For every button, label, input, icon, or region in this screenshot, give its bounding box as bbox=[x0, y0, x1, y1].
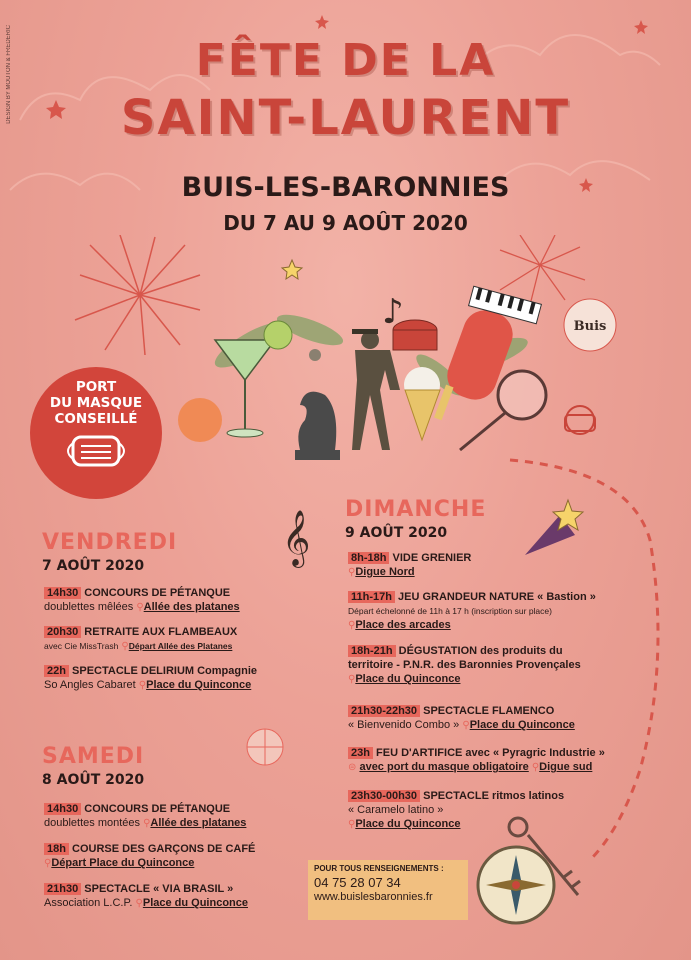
pin-icon: ⚲ bbox=[348, 620, 356, 631]
pin-icon: ⚲ bbox=[348, 567, 356, 578]
friday-event-2: 20h30 RETRAITE AUX FLAMBEAUX avec Cie MissTrash ⚲Départ Allée des Platanes bbox=[44, 626, 238, 652]
info-label: POUR TOUS RENSEIGNEMENTS : bbox=[314, 864, 444, 873]
mask-icon bbox=[61, 431, 131, 471]
logo-text: Buis bbox=[573, 319, 607, 334]
sunday-event-6: 23h30-00h30 SPECTACLE ritmos latinos « Caramelo latino » ⚲Place du Quinconce bbox=[348, 790, 565, 830]
badge-line2: DU MASQUE bbox=[49, 395, 143, 411]
compass-icon bbox=[468, 815, 608, 930]
sunday-heading: DIMANCHE bbox=[345, 497, 487, 522]
phone-number: 04 75 28 07 34 bbox=[314, 875, 401, 890]
pin-icon: ⚲ bbox=[348, 819, 356, 830]
title-line2: SAINT-LAURENT bbox=[120, 90, 571, 146]
sunday-event-5: 23h FEU D'ARTIFICE avec « Pyragric Industrie » ⊜ avec port du masque obligatoire ⚲Digue sud bbox=[348, 747, 605, 773]
sunday-event-1: 8h-18h VIDE GRENIER ⚲Digue Nord bbox=[348, 552, 472, 578]
badge-line3: CONSEILLÉ bbox=[54, 411, 138, 427]
friday-date: 7 AOÛT 2020 bbox=[42, 558, 145, 574]
friday-event-3: 22h SPECTACLE DELIRIUM Compagnie So Angles Cabaret ⚲Place du Quinconce bbox=[44, 665, 258, 691]
pin-icon: ⚲ bbox=[531, 762, 540, 773]
friday-heading: VENDREDI bbox=[42, 530, 178, 555]
star-icon bbox=[282, 260, 302, 279]
pin-icon: ⚲ bbox=[348, 674, 356, 685]
event-time: 14h30 bbox=[44, 587, 81, 599]
chess-knight-icon bbox=[295, 392, 340, 460]
pin-icon: ⚲ bbox=[138, 680, 147, 691]
event-dates: DU 7 AU 9 AOÛT 2020 bbox=[223, 211, 468, 235]
friday-event-1: 14h30 CONCOURS DE PÉTANQUE doublettes mêlées ⚲Allée des platanes bbox=[44, 587, 240, 613]
sunday-event-2: 11h-17h JEU GRANDEUR NATURE « Bastion » Départ échelonné de 11h à 17 h (inscription sur place) ⚲Place des arcades bbox=[348, 591, 596, 631]
music-note-icon: ♪ bbox=[382, 292, 404, 332]
sunday-date: 9 AOÛT 2020 bbox=[345, 525, 448, 541]
pin-icon: ⚲ bbox=[121, 641, 129, 652]
badge-line1: PORT bbox=[75, 379, 117, 395]
padlock-icon bbox=[565, 406, 595, 434]
ice-cream-icon bbox=[404, 367, 440, 440]
saturday-event-2: 18h COURSE DES GARÇONS DE CAFÉ ⚲Départ Place du Quinconce bbox=[44, 843, 256, 869]
saturday-event-3: 21h30 SPECTACLE « VIA BRASIL » Association L.C.P. ⚲Place du Quinconce bbox=[44, 883, 248, 909]
disco-ball-icon bbox=[240, 722, 290, 772]
pin-icon: ⚲ bbox=[136, 602, 144, 613]
firework-icon bbox=[75, 235, 200, 355]
dashed-trail bbox=[500, 450, 680, 870]
sunday-event-3: 18h-21h DÉGUSTATION des produits du territoire - P.N.R. des Baronnies Provençales ⚲Place du Quinconce bbox=[348, 645, 581, 685]
saturday-heading: SAMEDI bbox=[42, 744, 145, 769]
treble-clef-icon: 𝄞 bbox=[282, 510, 311, 566]
pin-icon: ⚲ bbox=[44, 858, 52, 869]
credit-text: DESIGN BY MOUTON & FREDERIC bbox=[6, 25, 12, 124]
saturday-date: 8 AOÛT 2020 bbox=[42, 772, 145, 788]
sunday-event-4: 21h30-22h30 SPECTACLE FLAMENCO « Bienvenido Combo » ⚲Place du Quinconce bbox=[348, 705, 575, 731]
saturday-event-1: 14h30 CONCOURS DE PÉTANQUE doublettes montées ⚲Allée des platanes bbox=[44, 803, 247, 829]
pin-icon: ⚲ bbox=[143, 818, 151, 829]
website-link[interactable]: www.buislesbaronnies.fr bbox=[314, 891, 433, 903]
title-line1: FÊTE DE LA bbox=[195, 35, 496, 86]
town-name: BUIS-LES-BARONNIES bbox=[181, 172, 510, 203]
pin-icon: ⚲ bbox=[135, 898, 143, 909]
info-box bbox=[308, 860, 468, 920]
orange-icon bbox=[178, 398, 222, 442]
mask-small-icon: ⊜ bbox=[348, 762, 357, 773]
mask-badge bbox=[30, 367, 162, 499]
pin-icon: ⚲ bbox=[462, 720, 470, 731]
